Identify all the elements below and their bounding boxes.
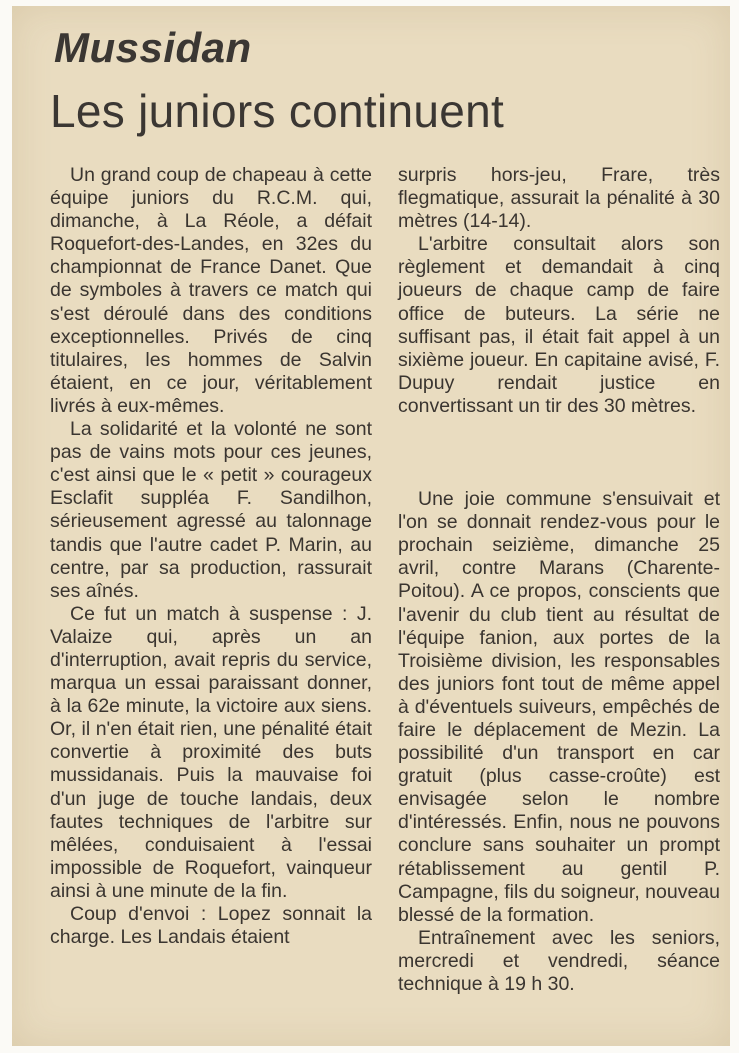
paragraph: Un grand coup de chapeau à cette équipe juniors du R.C.M. qui, dimanche, à La Réole, a défait Roquefort-des-Landes, en 32es du championnat de France Danet. Que de symboles à travers ce match qui s'est déroulé dans des conditions exceptionnelles. Privés de cinq titulaires, les hommes de Salvin étaient, en ce jour, véritablement livrés à eux-mêmes. [50, 164, 372, 417]
right-column [398, 164, 720, 996]
paragraph: L'arbitre consultait alors son règlement et demandait à cinq joueurs de chaque camp de faire office de buteurs. La série ne suffisant pas, il était fait appel à un sixième joueur. En capitaine avisé, F. Dupuy rendait justice en convertissant un tir des 30 mètres. [398, 233, 720, 417]
paragraph: Entraînement avec les seniors, mercredi et vendredi, séance technique à 19 h 30. [398, 926, 720, 995]
newspaper-clipping [12, 6, 730, 1046]
article-kicker: Mussidan [54, 24, 252, 71]
paragraph: Coup d'envoi : Lopez sonnait la charge. Les Landais étaient [50, 903, 372, 949]
paragraph: Ce fut un match à suspense : J. Valaize qui, après un an d'interruption, avait repris du service, marqua un essai paraissant donner, à la 62e minute, la victoire aux siens. Or, il n'en était rien, une pénalité était convertie à proximité des buts mussidanais. Puis la mauvaise foi d'un juge de touche landais, deux fautes techniques de l'arbitre sur mêlées, conduisaient à l'essai impossible de Roquefort, vainqueur ainsi à une minute de la fin. [50, 602, 372, 902]
paragraph: surpris hors-jeu, Frare, très flegmatique, assurait la pénalité à 30 mètres (14-14). [398, 164, 720, 233]
column-gap [398, 418, 720, 488]
paragraph: Une joie commune s'ensuivait et l'on se donnait rendez-vous pour le prochain seizième, dimanche 25 avril, contre Marans (Charente-Poitou). A ce propos, conscients que l'avenir du club tient au résultat de l'équipe fanion, aux portes de la Troisième division, les responsables des juniors font tout de même appel à d'éventuels suiveurs, empêchés de faire le déplacement de Mezin. La possibilité d'un transport en car gratuit (plus casse-croûte) est envisagée selon le nombre d'intéressés. Enfin, nous ne pouvons conclure sans souhaiter un prompt rétablissement au gentil P. Campagne, fils du soigneur, nouveau blessé de la formation. [398, 488, 720, 926]
article-headline: Les juniors continuent [50, 85, 505, 137]
left-column [50, 164, 372, 949]
paragraph: La solidarité et la volonté ne sont pas de vains mots pour ces jeunes, c'est ainsi que le « petit » courageux Esclafit suppléa F. Sandilhon, sérieusement agressé au talonnage tandis que l'autre cadet P. Marin, au centre, par sa production, rassurait ses aînés. [50, 418, 372, 602]
